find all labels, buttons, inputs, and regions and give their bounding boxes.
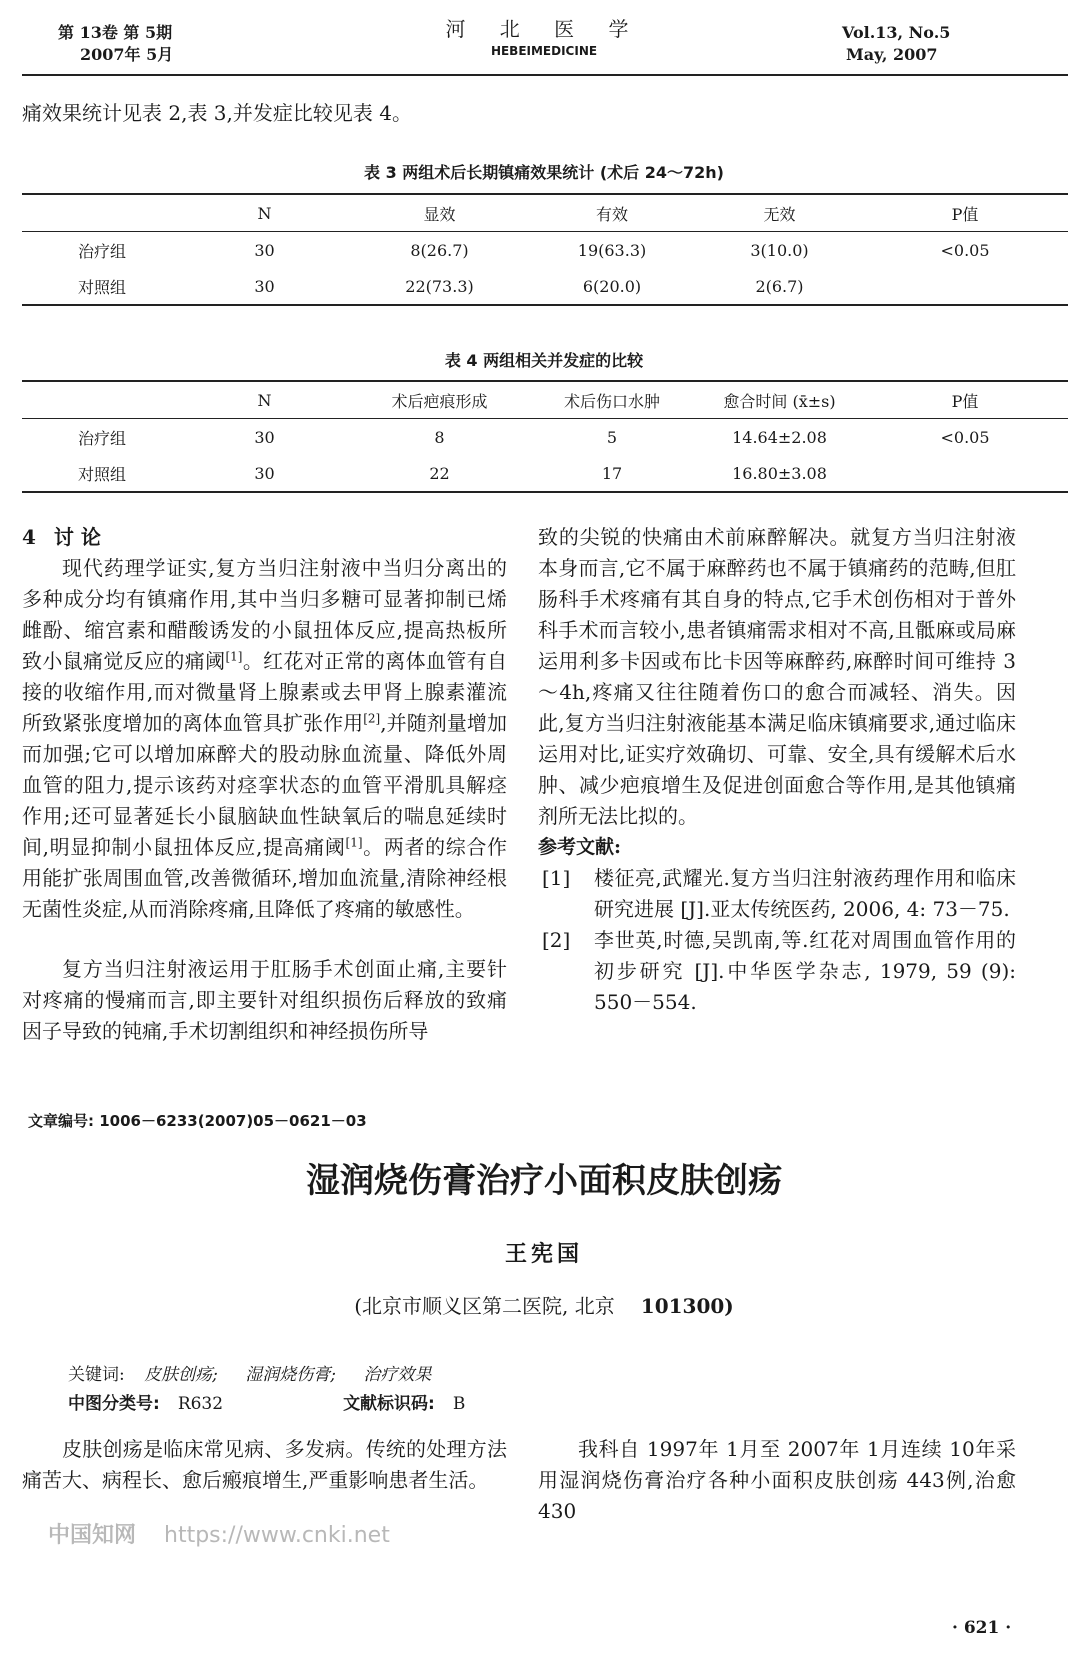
table-cell: 对照组 [78,464,127,484]
article-body-left [22,1434,507,1496]
reference-number: [1] [542,866,571,890]
table-cell: 5 [606,427,618,447]
journal-name-cn: 河 北 医 学 [445,17,643,41]
table-cell: 30 [254,240,275,260]
left-column-continued [22,954,507,1047]
article-affiliation [0,1290,1088,1319]
table3-header-cell: P值 [951,204,979,224]
date-cn: 2007年 5月 [80,45,174,64]
table-cell: 16.80±3.08 [732,463,827,483]
journal-name-en: HEBEIMEDICINE [490,44,598,58]
table4-header-cell: 术后伤口水肿 [563,391,660,411]
article-body-right [538,1434,1016,1527]
table-cell [862,268,1068,305]
table4-header-cell: 术后疤痕形成 [391,391,488,411]
section-title: 讨 论 [53,525,101,549]
table-cell: <0.05 [940,240,990,260]
volume-issue-cn: 第 13卷 第 5期 [58,23,173,42]
affiliation-zip: 101300) [640,1294,734,1318]
table3-header-row [22,194,1068,232]
reference-text: 楼征亮,武耀光.复方当归注射液药理作用和临床研究进展 [J].亚太传统医药, 2006, 4: 73－75. [594,866,1016,921]
right-column [538,522,1016,1018]
table-cell [862,455,1068,492]
table-row [22,455,1068,492]
citation: [1] [345,835,363,850]
citation: [2] [363,711,381,726]
paragraph-text: 现代药理学证实,复方当归注射液中当归分离出的多种成分均有镇痛作用,其中当归多糖可显著抑制已烯雌酚、缩宫素和醋酸诱发的小鼠扭体反应,提高热板所致小鼠痛觉反应的痛阈 [22,556,507,673]
table-row [22,232,1068,269]
clc-value: R632 [177,1394,224,1414]
discussion-paragraph-1 [22,553,507,925]
table-row [22,419,1068,456]
watermark-url[interactable]: https://www.cnki.net [164,1523,390,1548]
table3 [22,193,1068,306]
table4 [22,380,1068,493]
paragraph-text: 。红花对正常的离体血管有自接的收缩作用,而对微量肾上腺素或去甲肾上腺素灌流所致紧张度增加的离体血管具扩张作用 [22,649,508,735]
table3-title: 表 3 两组术后长期镇痛效果统计 (术后 24～72h) [364,163,724,182]
table-cell: 治疗组 [78,428,127,448]
table-cell: 22 [429,463,450,483]
table4-header-cell: 愈合时间 (x̄±s) [723,391,836,411]
classification-line [68,1389,585,1414]
reference-item [538,925,1016,1018]
keyword: 治疗效果 [363,1365,432,1385]
section-heading [22,522,507,553]
article-title: 湿润烧伤膏治疗小面积皮肤创疡 [306,1161,782,1201]
paragraph-text: 致的尖锐的快痛由术前麻醉解决。就复方当归注射液本身而言,它不属于麻醉药也不属于镇痛药的范畴,但肛肠科手术疼痛有其自身的特点,它手术创伤相对于普外科手术而言较小,患者镇痛需求相对不高,且骶麻或局麻运用利多卡因或布比卡因等麻醉药,麻醉时间可维持 3～4h,疼痛又往往随着伤口的愈合而减轻、消失。因此,复方当归注射液能基本满足临床镇痛要求,通过临床运用对比,证实疗效确切、可靠、安全,具有缓解术后水肿、减少疤痕增生及促进创面愈合等作用,是其他镇痛剂所无法比拟的。 [538,525,1016,828]
header-right [842,22,950,66]
table3-header-cell [22,194,177,232]
keywords-line [68,1360,453,1385]
discussion-paragraph-2-start [22,954,507,1047]
table-cell: 8 [434,427,445,447]
doc-code-value: B [452,1394,466,1414]
references-heading: 参考文献: [538,836,622,858]
paragraph-text: 复方当归注射液运用于肛肠手术创面止痛,主要针对疼痛的慢痛而言,即主要针对组织损伤后释放的致痛因子导致的钝痛,手术切割组织和神经损伤所导 [22,957,507,1043]
reference-item [538,863,1016,925]
table-cell: 3(10.0) [750,240,809,260]
paragraph-text: ,并随剂量增加而加强;它可以增加麻醉犬的股动脉血流量、降低外周血管的阻力,提示该药对痉挛状态的血管平滑肌具解痉作用;还可显著延长小鼠脑缺血性缺氧后的喘息延续时间,明显抑制小鼠扭体反应,提高痛阈 [22,711,508,859]
table-cell: <0.05 [940,427,990,447]
table-cell: 19(63.3) [577,240,647,260]
table-cell: 对照组 [78,277,127,297]
article-paragraph: 我科自 1997年 1月至 2007年 1月连续 10年采用湿润烧伤膏治疗各种小面积皮肤创疡 443例,治愈 430 [538,1437,1016,1523]
article-author: 王宪国 [504,1241,583,1267]
volume-issue-en: Vol.13, No.5 [842,23,951,42]
table-cell: 治疗组 [78,241,127,261]
table-cell: 30 [254,463,275,483]
table4-header-row [22,381,1068,419]
table-row [22,268,1068,305]
table-cell: 6(20.0) [582,276,642,296]
table-cell: 2(6.7) [755,276,804,296]
keyword: 湿润烧伤膏; [245,1365,337,1385]
keyword: 皮肤创疡; [144,1365,218,1385]
reference-number: [2] [542,928,571,952]
left-column [22,522,507,925]
reference-text: 李世英,时德,吴凯南,等.红花对周围血管作用的初步研究 [J].中华医学杂志, 1979, 59 (9): 550－554. [594,928,1016,1014]
discussion-paragraph-2-end [538,522,1016,832]
table-cell: 8(26.7) [410,240,469,260]
table3-header-cell: 无效 [763,204,796,224]
table-cell: 14.64±2.08 [732,427,827,447]
date-en: May, 2007 [846,45,938,64]
page-number: · 621 · [952,1618,1012,1638]
table4-header-cell: P值 [951,391,979,411]
cnki-watermark [48,1518,390,1549]
intro-line: 痛效果统计见表 2,表 3,并发症比较见表 4。 [22,101,412,125]
table-cell: 17 [601,463,623,483]
affiliation-text: (北京市顺义区第二医院, 北京 [354,1294,615,1318]
section-number: 4 [22,525,36,549]
table3-header-cell: 显效 [423,204,456,224]
doc-code-label: 文献标识码: [343,1394,435,1414]
clc-label: 中图分类号: [68,1394,160,1414]
table4-title: 表 4 两组相关并发症的比较 [444,351,644,370]
header-rule [22,74,1068,76]
article-paragraph: 皮肤创疡是临床常见病、多发病。传统的处理方法痛苦大、病程长、愈后瘢痕增生,严重影响患者生活。 [22,1437,507,1492]
table-cell: 30 [254,427,275,447]
table4-header-cell [22,381,177,419]
citation: [1] [225,649,243,664]
table3-header-cell: 有效 [595,204,628,224]
table3-header-cell: N [257,203,272,223]
table-cell: 22(73.3) [405,276,474,296]
paragraph-text: 。两者的综合作用能扩张周围血管,改善微循环,增加血流量,清除神经根无菌性炎症,从而消除疼痛,且降低了疼痛的敏感性。 [22,835,508,921]
watermark-text: 中国知网 [48,1523,137,1548]
table-cell: 30 [254,276,275,296]
table4-header-cell: N [257,390,272,410]
keywords-label: 关键词: [68,1365,125,1385]
article-number: 文章编号: 1006－6233(2007)05－0621－03 [28,1112,367,1130]
